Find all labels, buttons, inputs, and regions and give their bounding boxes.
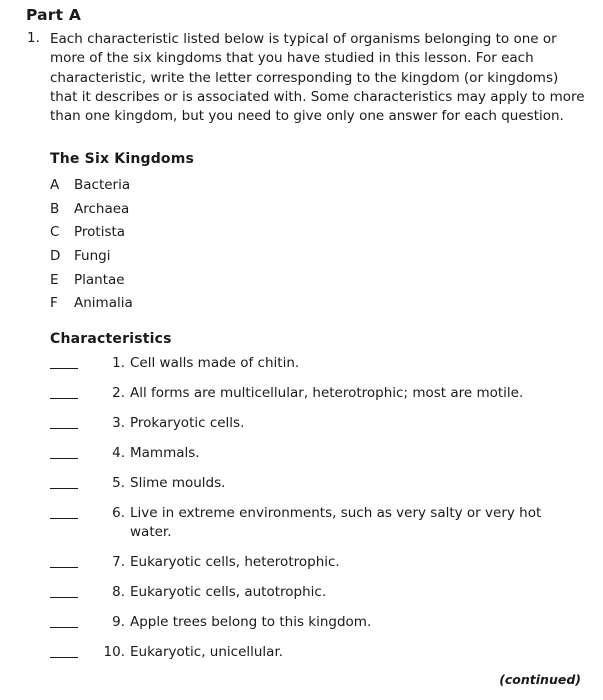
characteristic-number: 4. <box>112 445 125 461</box>
kingdom-item-bacteria <box>50 175 133 199</box>
kingdom-name: Fungi <box>74 248 111 265</box>
continued-note: (continued) <box>499 672 581 687</box>
kingdom-name: Archaea <box>74 200 130 217</box>
kingdom-name: Bacteria <box>74 177 131 193</box>
characteristics-list <box>50 354 580 673</box>
characteristic-number: 9. <box>112 614 125 630</box>
characteristic-row <box>50 414 580 433</box>
answer-blank[interactable] <box>50 549 78 568</box>
characteristic-row <box>50 474 580 493</box>
question-number: 1. <box>27 30 40 46</box>
characteristic-text: All forms are multicellular, heterotrophic; most are motile. <box>130 385 524 401</box>
kingdom-letter: E <box>50 271 59 288</box>
characteristic-text: Eukaryotic cells, heterotrophic. <box>130 554 340 570</box>
answer-blank[interactable] <box>50 500 78 519</box>
kingdom-list <box>50 175 133 317</box>
characteristic-row <box>50 384 580 403</box>
answer-blank[interactable] <box>50 579 78 598</box>
kingdom-item-animalia <box>50 293 133 317</box>
characteristic-text: Live in extreme environments, such as very salty or very hot water. <box>130 505 542 540</box>
kingdom-name: Protista <box>74 224 126 241</box>
kingdom-item-archaea <box>50 199 133 223</box>
kingdoms-heading: The Six Kingdoms <box>50 151 195 167</box>
characteristic-text: Eukaryotic cells, autotrophic. <box>130 584 327 600</box>
characteristic-number: 2. <box>112 385 125 401</box>
characteristic-number: 8. <box>112 584 125 600</box>
characteristic-number: 5. <box>112 475 125 491</box>
kingdom-letter: D <box>50 248 61 265</box>
characteristic-row <box>50 643 580 662</box>
kingdom-letter: B <box>50 200 60 217</box>
characteristic-text: Eukaryotic, unicellular. <box>130 644 284 660</box>
question-instructions: Each characteristic listed below is typical of organisms belonging to one or more of the six kingdoms that you have studied in this lesson. For each characteristic, write the letter corresponding to the kingdom (or kingdoms) that it describes or is associated with. Some characteristics may apply to more than one kingdom, but you need to give only one answer for each question. <box>50 31 585 125</box>
kingdom-item-protista <box>50 222 133 246</box>
answer-blank[interactable] <box>50 440 78 459</box>
answer-blank[interactable] <box>50 639 78 658</box>
characteristic-row <box>50 583 580 602</box>
characteristic-text: Mammals. <box>130 445 200 461</box>
answer-blank[interactable] <box>50 380 78 399</box>
characteristic-row <box>50 444 580 463</box>
part-title: Part A <box>26 6 82 24</box>
characteristic-row <box>50 504 580 542</box>
kingdom-name: Plantae <box>74 271 125 288</box>
characteristic-number: 6. <box>112 505 125 521</box>
characteristic-row <box>50 613 580 632</box>
characteristic-number: 1. <box>112 355 125 371</box>
answer-blank[interactable] <box>50 350 78 369</box>
characteristic-number: 10. <box>103 644 125 660</box>
characteristic-text: Cell walls made of chitin. <box>130 355 300 371</box>
characteristic-text: Apple trees belong to this kingdom. <box>130 614 372 630</box>
kingdom-name: Animalia <box>74 295 133 312</box>
answer-blank[interactable] <box>50 609 78 628</box>
kingdom-item-plantae <box>50 270 133 294</box>
kingdom-letter: C <box>50 224 60 241</box>
kingdom-item-fungi <box>50 246 133 270</box>
answer-blank[interactable] <box>50 410 78 429</box>
characteristic-number: 3. <box>112 415 125 431</box>
characteristic-number: 7. <box>112 554 125 570</box>
characteristic-text: Prokaryotic cells. <box>130 415 245 431</box>
answer-blank[interactable] <box>50 470 78 489</box>
characteristic-row <box>50 553 580 572</box>
characteristic-text: Slime moulds. <box>130 475 226 491</box>
kingdom-letter: F <box>50 295 58 312</box>
kingdom-letter: A <box>50 177 60 193</box>
characteristics-heading: Characteristics <box>50 331 172 347</box>
characteristic-row <box>50 354 580 373</box>
